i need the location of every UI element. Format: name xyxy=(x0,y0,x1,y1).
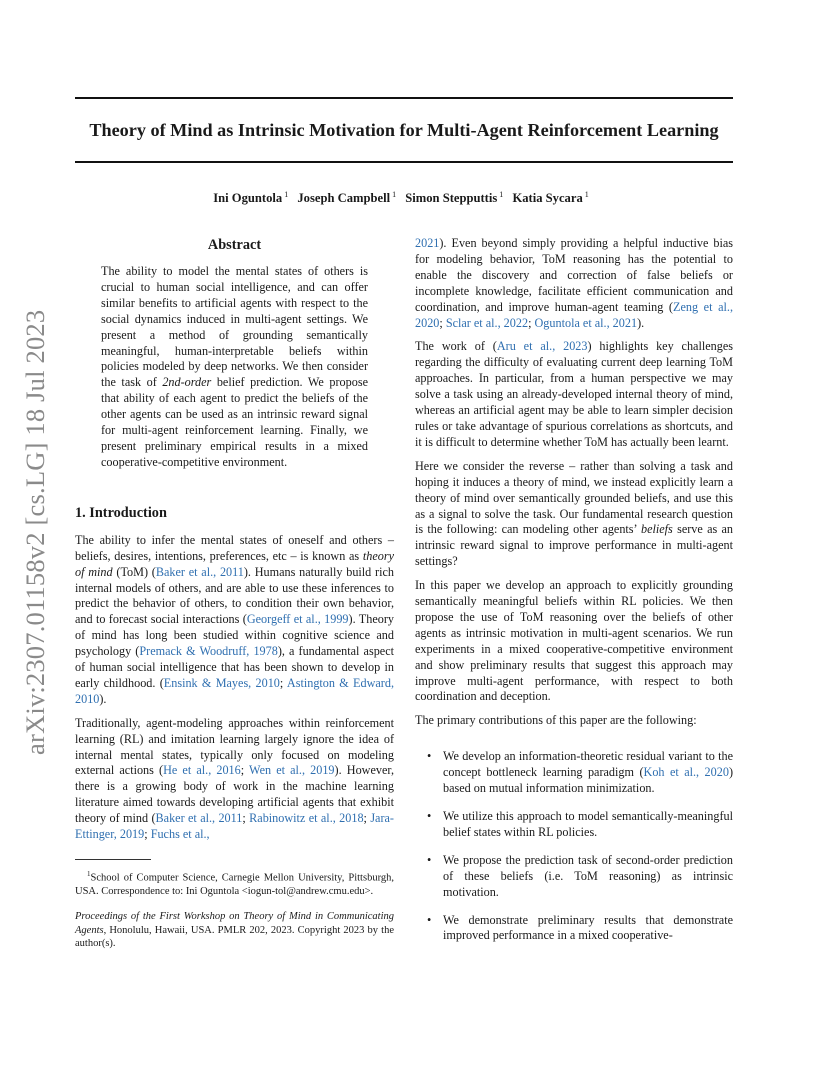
text-span: ; xyxy=(242,811,250,826)
intro-paragraph-1 xyxy=(75,533,394,708)
list-item xyxy=(415,853,733,901)
right-paragraph-3 xyxy=(415,459,733,570)
proceedings-text: , Honolulu, Hawaii, USA. PMLR 202, 2023. Copyright 2023 by the author(s). xyxy=(75,924,394,950)
citation-link[interactable]: Premack & Woodruff, 1978 xyxy=(139,644,278,659)
list-item xyxy=(415,809,733,841)
bullet-marker: • xyxy=(427,809,432,823)
citation-link[interactable]: Zeng et al., 2020 xyxy=(415,299,734,330)
author-name: Joseph Campbell xyxy=(297,191,391,206)
footnote-mark: 1 xyxy=(87,870,91,878)
intro-paragraph-2 xyxy=(75,716,394,843)
text-span: We propose the prediction task of second-order prediction of these beliefs (i.e. ToM reasoning) as intrinsic motivation. xyxy=(443,852,733,899)
text-span: We utilize this approach to model semantically-meaningful belief states within RL policies. xyxy=(443,809,733,839)
text-span: ; xyxy=(240,763,250,778)
author-name: Katia Sycara xyxy=(512,191,583,206)
affiliation-mark: 1 xyxy=(499,190,504,199)
citation-link[interactable]: He et al., 2016 xyxy=(163,763,241,778)
text-span: ). Theory of mind has long been studied within cognitive science and psychology ( xyxy=(75,612,394,659)
text-span: ). xyxy=(99,691,107,706)
affiliation-mark: 1 xyxy=(392,190,397,199)
text-span: ; xyxy=(279,675,287,690)
citation-link[interactable]: 2021 xyxy=(415,236,440,250)
citation-link[interactable]: Oguntola et al., 2021 xyxy=(534,315,638,330)
affiliation-mark: 1 xyxy=(284,190,289,199)
citation-link[interactable]: Ensink & Mayes, 2010 xyxy=(163,675,280,690)
arxiv-stamp-text: arXiv:2307.01158v2 [cs.LG] 18 Jul 2023 xyxy=(20,309,50,755)
right-column xyxy=(415,236,733,956)
abstract-span: The ability to model the mental states of others is crucial to human social intelligence, and can offer similar benefits to artificial agents with respect to the social dynamics induced in multi-agent settings. We present a method of grounding semantically meaningful, human-interpretable beliefs within policies modeled by deep networks. We then consider the task of xyxy=(101,264,368,390)
text-span: Here we consider the reverse – rather than solving a task and hoping it induces a theory of mind, we instead explicitly learn a theory of mind over semantically grounded beliefs, and use this as a signal to solve the task. Our fundamental research question is the following: can modeling other agents’ xyxy=(415,458,733,537)
text-span: ). xyxy=(637,315,645,330)
title-bottom-rule xyxy=(75,161,733,163)
text-span: ) based on mutual information minimization. xyxy=(443,765,733,796)
citation-link[interactable]: Jara-Ettinger, 2019 xyxy=(75,811,394,842)
text-span: We demonstrate preliminary results that demonstrate improved performance in a mixed cooperative- xyxy=(443,912,733,943)
proceedings-note xyxy=(75,910,394,950)
footnote-text: School of Computer Science, Carnegie Mellon University, Pittsburgh, USA. Correspondence to: Ini Oguntola <iogun-tol@andrew.cmu.edu>. xyxy=(75,872,394,897)
citation-link[interactable]: Astington & Edward, 2010 xyxy=(75,675,395,706)
right-paragraph-2 xyxy=(415,339,733,450)
text-span: ) highlights key challenges regarding the difficulty of evaluating current deep learning ToM approaches. In particular, from a human perspective we may solve a task using an already-developed internal theory of mind, whereas an artificial agent may be able to learn simpler decision rules or take advantage of spurious correlations as shortcuts, and it is difficult to determine whether ToM has actually been learnt. xyxy=(415,339,733,449)
text-span: Traditionally, agent-modeling approaches within reinforcement learning (RL) and imitation learning largely ignore the idea of internal mental states, typically only focused on modeling external actions ( xyxy=(75,715,394,778)
text-span: (ToM) ( xyxy=(112,564,156,579)
author-name: Simon Stepputtis xyxy=(405,191,498,206)
section-heading-introduction: 1. Introduction xyxy=(75,504,167,521)
emphasis: theory of mind xyxy=(75,548,394,579)
text-span: ; xyxy=(144,827,151,842)
text-span: ), a fundamental aspect of human social intelligence that has been shown to develop in early childhood. ( xyxy=(75,644,394,690)
abstract-heading: Abstract xyxy=(207,237,262,253)
text-span: ). Even beyond simply providing a helpful inductive bias for modeling behavior, ToM reasoning has the potential to enable the discovery and correction of false beliefs or incomplete knowledge, facilitate efficient communication and coordination, and improve human-agent teaming ( xyxy=(415,236,733,314)
text-span: serve as an intrinsic reward signal to improve performance in multi-agent settings? xyxy=(415,522,733,569)
author-list xyxy=(75,190,733,206)
text-span: ; xyxy=(363,811,371,826)
contributions-intro: The primary contributions of this paper are the following: xyxy=(415,713,697,728)
title-top-rule xyxy=(75,97,733,99)
citation-link[interactable]: Baker et al., 2011 xyxy=(155,564,244,579)
citation-link[interactable]: Fuchs et al., xyxy=(150,827,210,842)
footnote-divider xyxy=(75,859,151,860)
abstract-span: belief prediction. We propose that ability of each agent to predict the beliefs of the other agents can be used as an intrinsic reward signal for multi-agent reinforcement learning. Finally, we present preliminary empirical results in a mixed cooperative-competitive environment. xyxy=(101,375,368,469)
footnote-affiliation xyxy=(75,868,394,898)
abstract-text xyxy=(101,264,368,471)
citation-link[interactable]: Rabinowitz et al., 2018 xyxy=(249,811,364,826)
text-span: ). However, there is a growing body of work in the machine learning literature aimed towards developing artificial agents that exhibit theory of mind ( xyxy=(75,763,394,826)
paper-title: Theory of Mind as Intrinsic Motivation for Multi-Agent Reinforcement Learning xyxy=(89,120,719,140)
citation-link[interactable]: Baker et al., 2011 xyxy=(155,811,243,826)
text-span: The work of ( xyxy=(415,339,497,354)
affiliation-mark: 1 xyxy=(584,190,589,199)
abstract-emphasis: 2nd-order xyxy=(162,375,212,390)
citation-link[interactable]: Koh et al., 2020 xyxy=(643,765,729,780)
right-paragraph-1 xyxy=(415,236,733,331)
left-column xyxy=(75,236,394,963)
citation-link[interactable]: Wen et al., 2019 xyxy=(249,763,335,778)
bullet-marker: • xyxy=(427,852,432,867)
author-name: Ini Oguntola xyxy=(213,191,283,206)
list-item xyxy=(415,913,733,945)
emphasis: beliefs xyxy=(640,522,673,537)
right-paragraph-4: In this paper we develop an approach to explicitly grounding semantically meaningful beliefs within RL policies. We then propose the use of ToM reasoning over the beliefs of other agents as intrinsic motivation in multi-agent scenarios. We run experiments in a mixed cooperative-competitive environment and show preliminary results that suggest this approach may improve multi-agent performance, with respect to both coordination and deception. xyxy=(415,578,733,704)
list-item xyxy=(415,749,733,797)
text-span: We develop an information-theoretic residual variant to the concept bottleneck learning paradigm ( xyxy=(443,749,733,780)
bullet-marker: • xyxy=(427,912,432,927)
bullet-marker: • xyxy=(427,749,432,764)
text-span: ). Humans naturally build rich internal models of others, and are able to use these inferences to predict the behavior of others, to condition their own behavior, and to forecast social interactions ( xyxy=(75,564,394,627)
citation-link[interactable]: Aru et al., 2023 xyxy=(496,339,588,354)
text-span: ; xyxy=(528,315,535,330)
proceedings-title: Proceedings of the First Workshop on Theory of Mind in Communicating Agents xyxy=(75,911,394,936)
citation-link[interactable]: Georgeff et al., 1999 xyxy=(246,612,349,627)
text-span: The ability to infer the mental states of oneself and others – beliefs, desires, intentions, preferences, etc – is known as xyxy=(75,532,394,563)
text-span: ; xyxy=(439,315,446,330)
citation-link[interactable]: Sclar et al., 2022 xyxy=(445,315,529,330)
contributions-list xyxy=(415,749,733,944)
